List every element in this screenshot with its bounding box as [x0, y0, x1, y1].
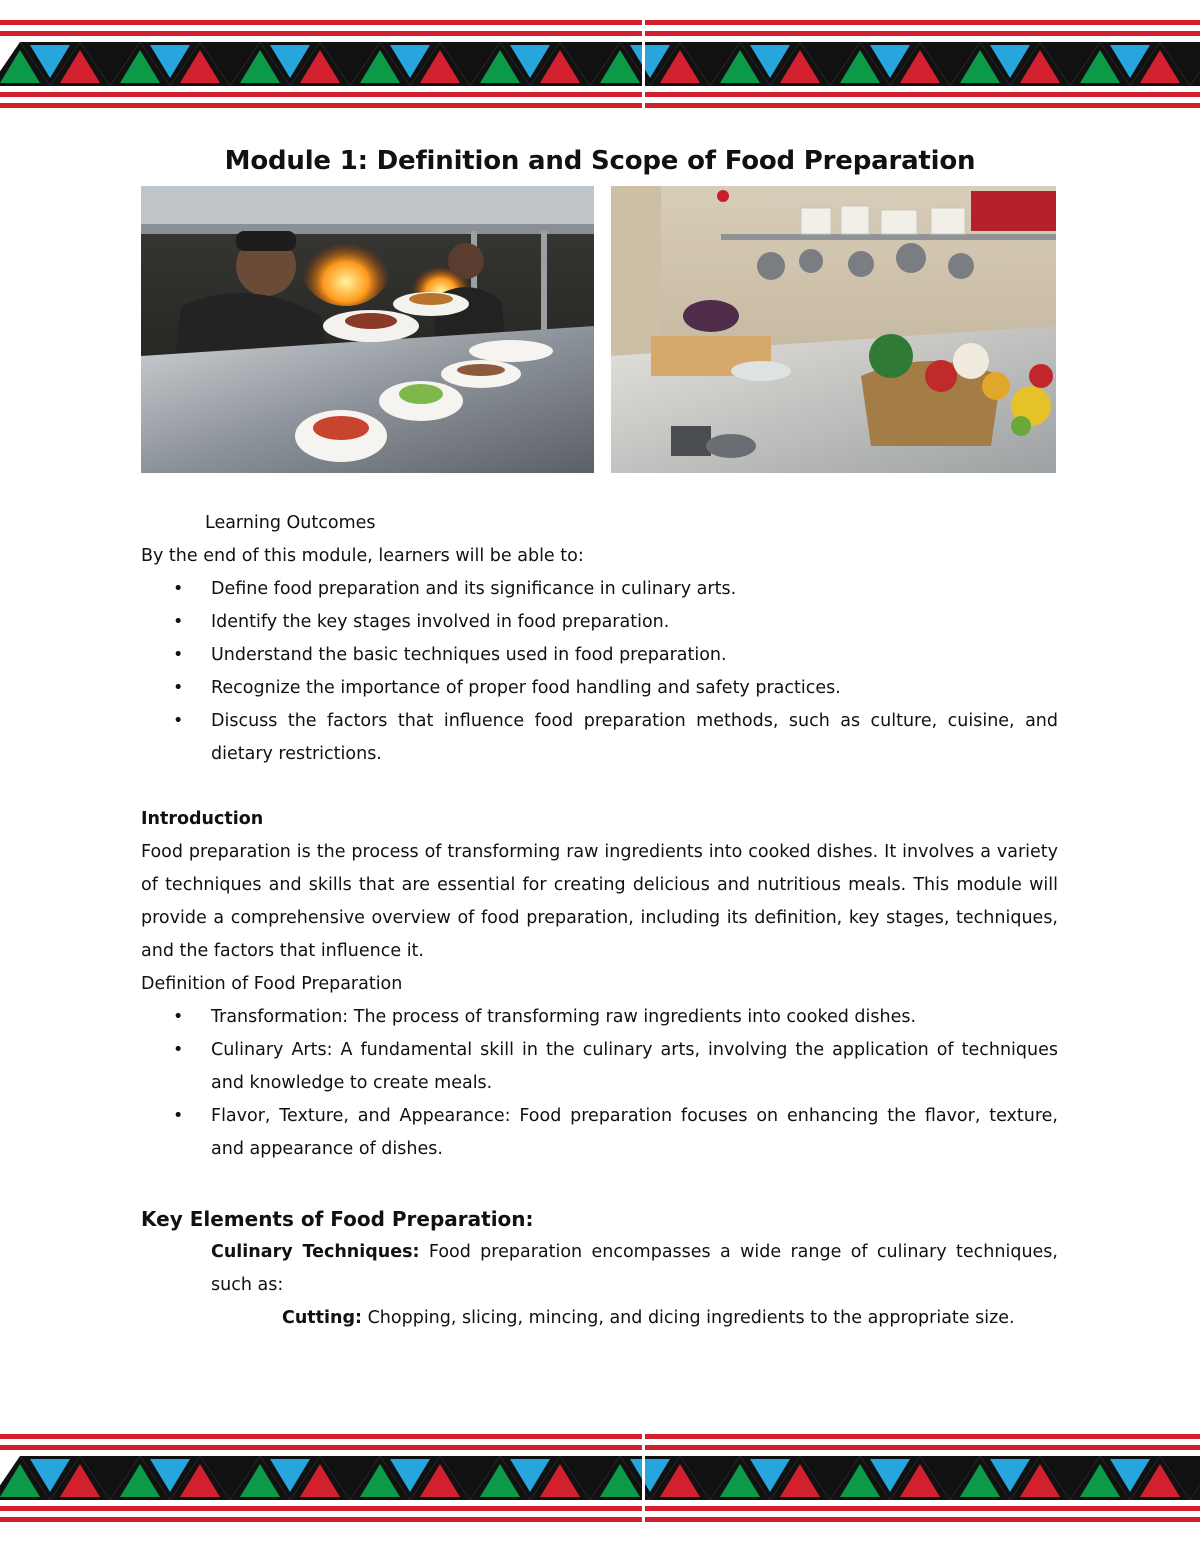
list-item: • Transformation: The process of transforming raw ingredients into cooked dishes.	[141, 1001, 1058, 1034]
culinary-techniques-label: Culinary Techniques:	[211, 1242, 420, 1262]
kitchen-prep-photo	[611, 186, 1056, 473]
key-elements-heading: Key Elements of Food Preparation:	[141, 1207, 534, 1231]
culinary-techniques-text: Food preparation encompasses a wide range of culinary techniques, such as:	[211, 1242, 1058, 1295]
cutting-paragraph	[141, 1302, 1058, 1335]
learning-outcomes-heading: Learning Outcomes	[205, 513, 376, 533]
list-item: • Flavor, Texture, and Appearance: Food preparation focuses on enhancing the flavor, texture, and appearance of dishes.	[141, 1100, 1058, 1166]
cutting-label: Cutting:	[282, 1308, 363, 1328]
cutting-text: Chopping, slicing, mincing, and dicing ingredients to the appropriate size.	[362, 1308, 1015, 1328]
kitchen-pass-photo	[141, 186, 594, 473]
culinary-techniques-paragraph	[141, 1236, 1058, 1302]
definition-heading: Definition of Food Preparation	[141, 974, 403, 994]
list-item: • Define food preparation and its significance in culinary arts.	[141, 573, 1058, 606]
page-title: Module 1: Definition and Scope of Food Preparation	[224, 146, 976, 176]
top-decorative-border	[0, 14, 1200, 114]
bottom-decorative-border	[0, 1428, 1200, 1528]
list-item: • Identify the key stages involved in food preparation.	[141, 606, 1058, 639]
list-item: • Discuss the factors that influence food preparation methods, such as culture, cuisine, and dietary restrictions.	[141, 705, 1058, 771]
list-item: • Understand the basic techniques used in food preparation.	[141, 639, 1058, 672]
definition-list	[141, 1001, 1058, 1166]
list-item: • Culinary Arts: A fundamental skill in the culinary arts, involving the application of techniques and knowledge to create meals.	[141, 1034, 1058, 1100]
introduction-body: Food preparation is the process of transforming raw ingredients into cooked dishes. It involves a variety of techniques and skills that are essential for creating delicious and nutritious meals. This module will provide a comprehensive overview of food preparation, including its definition, key stages, techniques, and the factors that influence it.	[141, 842, 1058, 961]
learning-outcomes-lead: By the end of this module, learners will be able to:	[141, 546, 584, 566]
introduction-heading: Introduction	[141, 809, 264, 829]
list-item: • Recognize the importance of proper food handling and safety practices.	[141, 672, 1058, 705]
learning-outcomes-list	[141, 573, 1058, 771]
